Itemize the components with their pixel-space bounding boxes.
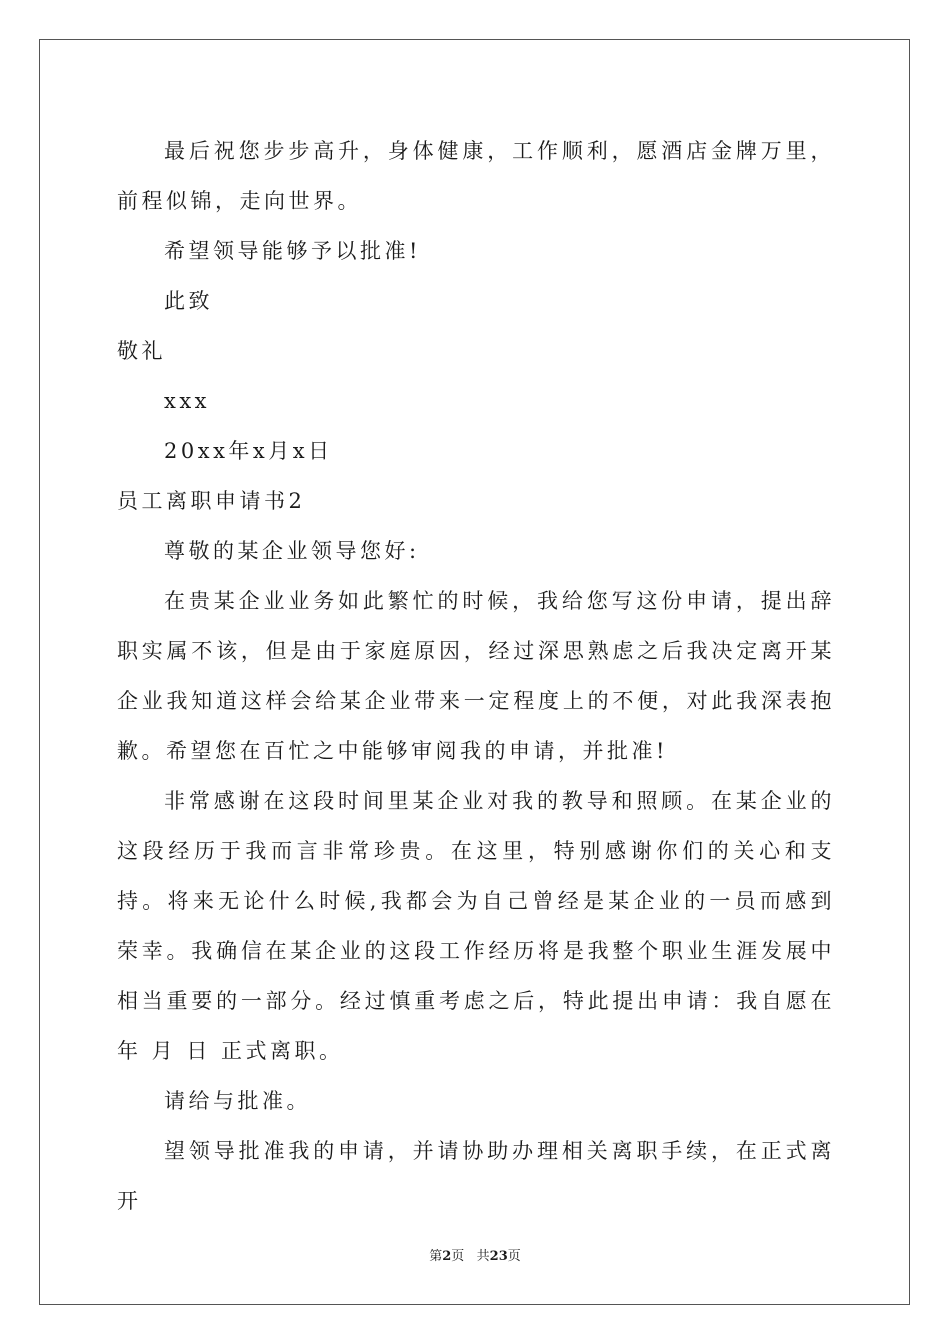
signature-name: xxx: [164, 389, 211, 413]
signature-date: 20xx年x月x日: [164, 439, 333, 463]
salutation: 尊敬的某企业领导您好:: [164, 539, 420, 563]
hope-paragraph: 希望领导能够予以批准!: [164, 239, 421, 263]
body-paragraph-2: 非常感谢在这段时间里某企业对我的教导和照顾。在某企业的这段经历于我而言非常珍贵。在这里，特别感谢你们的关心和支持。将来无论什么时候,我都会为自己曾经是某企业的一员而感到荣幸。我确信在某企业的这段工作经历将是我整个职业生涯发展中相当重要的一部分。经过慎重考虑之后，特此提出申请：我自愿在 年 月 日 正式离职。: [117, 789, 835, 1063]
footer-middle: 页 共: [451, 1249, 490, 1264]
footer-suffix: 页: [507, 1249, 521, 1264]
body-paragraph-3: 请给与批准。: [164, 1089, 311, 1113]
footer-total-pages: 23: [489, 1249, 508, 1264]
closing-jingli: 敬礼: [117, 339, 166, 363]
section-heading: 员工离职申请书2: [117, 489, 306, 513]
closing-cizhi: 此致: [164, 289, 213, 313]
body-paragraph-4: 望领导批准我的申请，并请协助办理相关离职手续，在正式离开: [117, 1139, 835, 1213]
footer-current-page: 2: [442, 1249, 452, 1264]
page-footer: [0, 1245, 950, 1264]
wish-paragraph: 最后祝您步步高升，身体健康，工作顺利，愿酒店金牌万里，前程似锦，走向世界。: [117, 139, 835, 213]
body-paragraph-1: 在贵某企业业务如此繁忙的时候，我给您写这份申请，提出辞职实属不该，但是由于家庭原因，经过深思熟虑之后我决定离开某企业我知道这样会给某企业带来一定程度上的不便，对此我深表抱歉。希望您在百忙之中能够审阅我的申请，并批准!: [117, 589, 835, 763]
document-body: [117, 126, 835, 1226]
footer-prefix: 第: [429, 1249, 443, 1264]
